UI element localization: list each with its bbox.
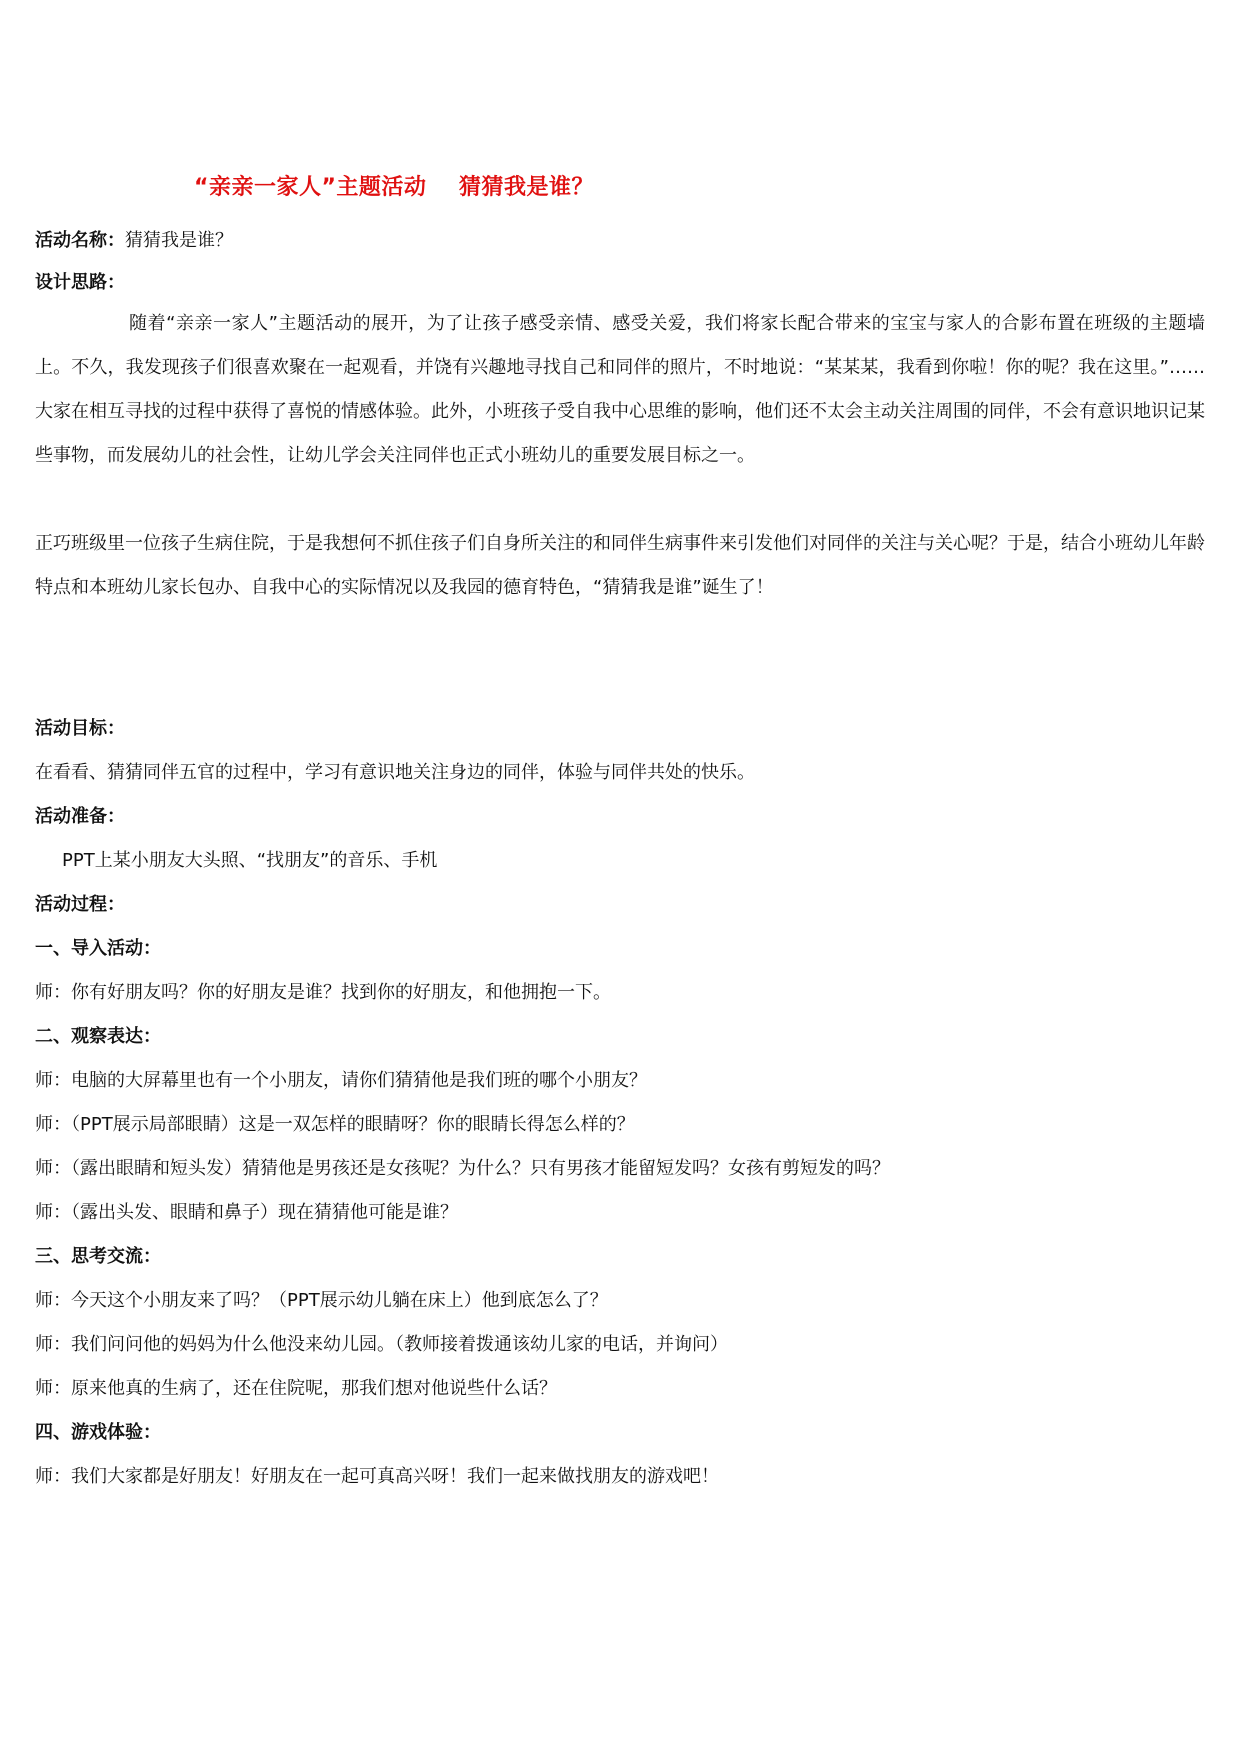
section-2-line-3: 师：（露出眼睛和短头发）猜猜他是男孩还是女孩呢？为什么？只有男孩才能留短发吗？女孩有剪短发的吗？ — [35, 1158, 890, 1179]
section-2-line-2: 师：（PPT展示局部眼睛）这是一双怎样的眼睛呀？你的眼睛长得怎么样的？ — [35, 1114, 635, 1135]
section-2-line-1: 师：电脑的大屏幕里也有一个小朋友，请你们猜猜他是我们班的哪个小朋友？ — [35, 1070, 647, 1091]
section-3-line-3: 师：原来他真的生病了，还在住院呢，那我们想对他说些什么话？ — [35, 1378, 557, 1399]
activity-name-label: 活动名称： — [35, 230, 125, 251]
design-idea-paragraph-1: 随着“亲亲一家人”主题活动的展开，为了让孩子感受亲情、感受关爱，我们将家长配合带来的宝宝与家人的合影布置在班级的主题墙上。不久，我发现孩子们很喜欢聚在一起观看，并饶有兴趣地寻找自己和同伴的照片，不时地说：“某某某，我看到你啦！你的呢？我在这里。”……大家在相互寻找的过程中获得了喜悦的情感体验。此外，小班孩子受自我中心思维的影响，他们还不太会主动关注周围的同伴，不会有意识地识记某些事物，而发展幼儿的社会性，让幼儿学会关注同伴也正式小班幼儿的重要发展目标之一。 — [35, 313, 1205, 466]
section-2-heading: 二、观察表达： — [35, 1026, 161, 1047]
section-4-heading: 四、游戏体验： — [35, 1422, 161, 1443]
activity-name-line — [35, 226, 233, 252]
design-idea-heading: 设计思路： — [35, 272, 125, 293]
document-title: “亲亲一家人”主题活动 猜猜我是谁？ — [194, 175, 595, 200]
section-3-heading: 三、思考交流： — [35, 1246, 161, 1267]
section-3-line-2: 师：我们问问他的妈妈为什么他没来幼儿园。（教师接着拨通该幼儿家的电话，并询问） — [35, 1334, 728, 1355]
section-3-line-1: 师：今天这个小朋友来了吗？（PPT展示幼儿躺在床上）他到底怎么了？ — [35, 1290, 608, 1311]
goal-text: 在看看、猜猜同伴五官的过程中，学习有意识地关注身边的同伴，体验与同伴共处的快乐。 — [35, 762, 755, 783]
section-4-line-1: 师：我们大家都是好朋友！好朋友在一起可真高兴呀！我们一起来做找朋友的游戏吧！ — [35, 1466, 719, 1487]
section-1-heading: 一、导入活动： — [35, 938, 161, 959]
prep-text: PPT上某小朋友大头照、“找朋友”的音乐、手机 — [62, 850, 438, 871]
activity-name-value: 猜猜我是谁？ — [125, 230, 233, 251]
goal-heading: 活动目标： — [35, 718, 125, 739]
design-idea-paragraph-2: 正巧班级里一位孩子生病住院，于是我想何不抓住孩子们自身所关注的和同伴生病事件来引发他们对同伴的关注与关心呢？于是，结合小班幼儿年龄特点和本班幼儿家长包办、自我中心的实际情况以及我园的德育特色，“猜猜我是谁”诞生了！ — [35, 533, 1205, 598]
section-2-line-4: 师：（露出头发、眼睛和鼻子）现在猜猜他可能是谁？ — [35, 1202, 458, 1223]
section-1-line-1: 师：你有好朋友吗？你的好朋友是谁？找到你的好朋友，和他拥抱一下。 — [35, 982, 611, 1003]
prep-heading: 活动准备： — [35, 806, 125, 827]
process-heading: 活动过程： — [35, 894, 125, 915]
